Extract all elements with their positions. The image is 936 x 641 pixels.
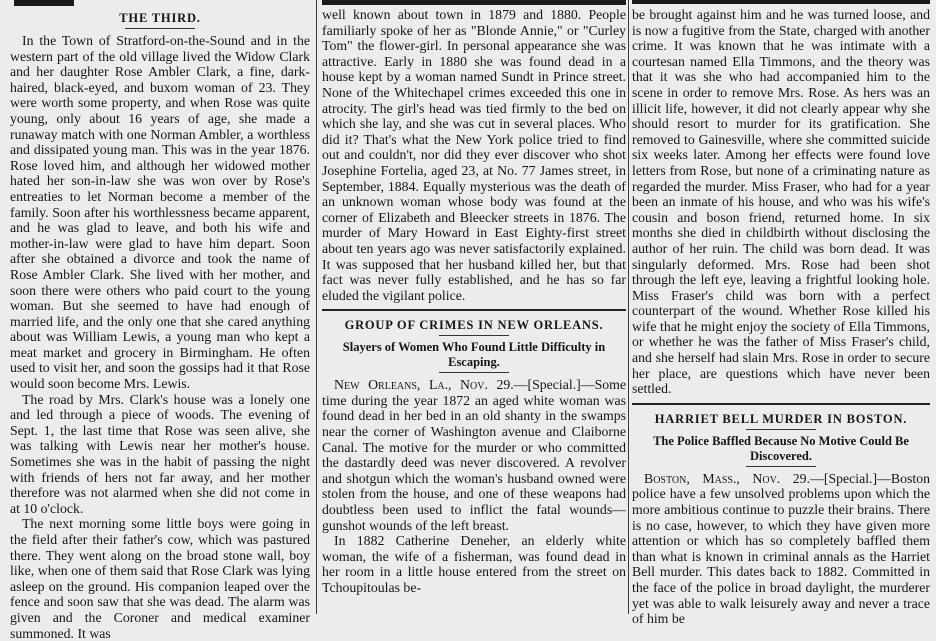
special-tag: —[Special.]— bbox=[513, 377, 595, 393]
article-text: Some time during the year 1872 an aged white woman was found dead in her bed in an old shanty in the swamps near the corner of Washington avenue and Claiborne Canal. The motive for the murder or who committed the dastardly deed was never discovered. A revolver and shotgun which the woman's husband owned were stolen from the house, and one of these weapons had doubtless been used to inflict the fatal wounds—gunshot wounds of the left breast. bbox=[322, 377, 626, 533]
article-subheading: The Police Baffled Because No Motive Could Be Discovered. bbox=[653, 433, 909, 463]
subheading-rule bbox=[746, 466, 816, 467]
section-heading: HARRIET BELL MURDER IN BOSTON. bbox=[654, 411, 908, 426]
subheading-rule bbox=[439, 372, 509, 373]
heading-rule bbox=[125, 28, 195, 29]
section-heading: GROUP OF CRIMES IN NEW ORLEANS. bbox=[344, 318, 604, 333]
article-paragraph: The next morning some little boys were going in the field after their father's cow, which was pastured there. They went along on the broad stone wall, boy like, when one of them said that Rose Clark was lying asleep on the ground. His companion leaped over the fence and soon saw that she was dead. The alarm was given and the Coroner and medical examiner summoned. It was bbox=[10, 516, 310, 641]
article-subheading: Slayers of Women Who Found Little Difficulty in Escaping. bbox=[342, 340, 606, 370]
article-paragraph: be brought against him and he was turned loose, and is now a fugitive from the State, charged with another crime. It was known that he was intimate with a courtesan named Ella Timmons, and the theory was that it was she who had accompanied him to the scene in order to remove Mrs. Rose. As hers was an illicit life, however, it did not clearly appear why she should resort to murder for its gratification. She removed to Gainesville, where she committed suicide six weeks later. Among her effects were found love letters from Rose, but none of a criminating nature as regarded the murder. Miss Fraser, who had for a year been an inmate of his house, and who was his wife's cousin and boson friend, returned home. In six months she died in childbirth without disclosing the author of her ruin. The child was born dead. It was singularly deformed. Mrs. Rose had been shot through the left eye, leaving a frightful looking hole. Miss Fraser's child was born with a perfect counterpart of the wound. Whether Rose killed his wife that he might enjoy the society of Ella Timmons, or whether he was the father of Miss Fraser's child, and she herself had slain Mrs. Rose in order to secure her place, are questions which have never been settled. bbox=[632, 7, 930, 397]
section-rule bbox=[322, 309, 626, 311]
column-1 bbox=[10, 0, 310, 641]
article-paragraph: In 1882 Catherine Deneher, an elderly white woman, the wife of a fisherman, was found dead in her room in a little house entered from the street on Tchoupitoulas be- bbox=[322, 533, 626, 595]
section-heading: THE THIRD. bbox=[119, 11, 201, 25]
article-text: Boston police have a few unsolved problems upon which the more ambitious continue to puzzle their brains. There is no case, however, to which they have given more attention or which has so completely baffled them than what is known in criminal annals as the Harriet Bell murder. This dates back to 1882. Committed in the face of the police in broad daylight, the murderer yet was able to walk leisurely away and never a trace of him be bbox=[632, 470, 930, 627]
section-rule bbox=[632, 403, 930, 405]
heading-rule bbox=[439, 335, 509, 336]
dateline: New Orleans, La., Nov. 29. bbox=[334, 377, 514, 393]
special-tag: —[Special.]— bbox=[810, 470, 891, 486]
article-paragraph bbox=[632, 471, 930, 627]
article-paragraph bbox=[322, 377, 626, 533]
column-divider bbox=[316, 0, 317, 614]
article-paragraph: well known about town in 1879 and 1880. People familiarly spoke of her as "Blonde Annie," or "Curley Tom" the flower-girl. In personal appearance she was attractive. Early in 1880 she was found dead in a house kept by a woman named Sundt in Prince street. None of the Whitechapel crimes exceeded this one in atrocity. The girl's head was tied firmly to the bed on which she lay, and she was cut in several places. Who did it? That's what the New York police tried to find out and couldn't, nor did they ever discover who shot Josephine Fortelia, aged 23, at No. 77 James street, in September, 1884. Equally mysterious was the death of an unknown woman whose body was found at the corner of Elizabeth and Bleecker streets in 1876. The murder of Mary Howard in East Eighty-first street about ten years ago was never satisfactorily explained. It was supposed that her husband killed her, but that fact was never fully established, and he has so far eluded the vigilant police. bbox=[322, 7, 626, 303]
column-2 bbox=[322, 0, 626, 614]
heading-rule bbox=[746, 429, 816, 430]
column-divider bbox=[628, 0, 629, 614]
dateline: Boston, Mass., Nov. 29. bbox=[644, 470, 811, 486]
article-paragraph: In the Town of Stratford-on-the-Sound and in the western part of the old village lived the Widow Clark and her daughter Rose Ambler Clark, a fine, dark-haired, black-eyed, and buxom woman of 23. They were worth some property, and when Rose was quite young, only about 16 years of age, she made a runaway match with one Norman Ambler, a worthless and dissipated young man. This was in the year 1876. Rose loved him, and although her widowed mother hated her son-in-law she was won over by Rose's entreaties to let Norman become a member of the family. Soon after his worthlessness became apparent, and he was glad to leave, and both his wife and mother-in-law were glad to have him depart. Soon after she obtained a divorce and took the name of Rose Ambler Clark. She lived with her mother, and soon there were others who paid court to the young woman. But she seemed to have had enough of married life, and the only one that she cared anything about was William Lewis, a young man who kept a meat market and grocery in Birmingham. He often used to visit her, and soon the gossips had it that Rose would soon become Mrs. Lewis. bbox=[10, 33, 310, 392]
column-3 bbox=[632, 0, 930, 627]
article-paragraph: The road by Mrs. Clark's house was a lonely one and led through a piece of woods. The evening of Sept. 1, the last time that Rose was seen alive, she was talking with Lewis near her mother's house. Sometimes she was in the habit of passing the night with friends of hers not far away, and her mother therefore was not alarmed when she did not come in at 10 o'clock. bbox=[10, 391, 310, 516]
